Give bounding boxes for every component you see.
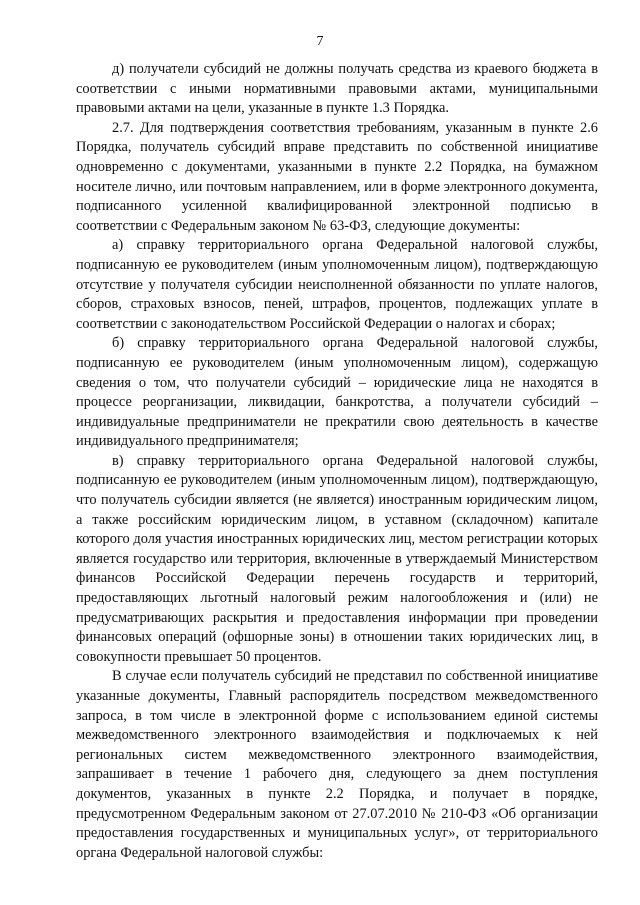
page-number: 7 (316, 34, 324, 49)
paragraph-v-clause: в) справку территориального органа Федеральной налоговой службы, подписанную ее руководителем (иным уполномоченным лицом), подтверждающую, что получатель субсидии является (не является) иностранным юридическим лицом, а также российским юридическим лицом, в уставном (складочном) капитале которого доля участия иностранных юридических лиц, местом регистрации которых является государство или территория, включенные в утверждаемый Министерством финансов Российской Федерации перечень государств и территорий, предоставляющих льготный налоговый режим налогообложения и (или) не предусматривающих раскрытия и предоставления информации при проведении финансовых операций (офшорные зоны) в отношении таких юридических лиц, в совокупности превышает 50 процентов. (76, 452, 598, 665)
paragraph-b-clause: б) справку территориального органа Федеральной налоговой службы, подписанную ее руководителем (иным уполномоченным лицом), содержащую сведения о том, что получатели субсидий – юридические лица не находятся в процессе реорганизации, ликвидации, банкротства, а получатели субсидий – индивидуальные предприниматели не прекратили свою деятельность в качестве индивидуального предпринимателя; (76, 335, 598, 450)
paragraph-interagency-request: В случае если получатель субсидий не представил по собственной инициативе указанные документы, Главный распорядитель посредством межведомственного запроса, в том числе в электронной форме с использованием единой системы межведомственного электронного взаимодействия и подключаемых к ней региональных систем межведомственного электронного взаимодействия, запрашивает в течение 1 рабочего дня, следующего за днем поступления документов, указанных в пункте 2.2 Порядка, и получает в порядке, предусмотренном Федеральным законом от 27.07.2010 № 210-ФЗ «Об организации предоставления государственных и муниципальных услуг», от территориального органа Федеральной налоговой службы: (76, 668, 598, 861)
paragraph-2-7: 2.7. Для подтверждения соответствия требованиям, указанным в пункте 2.6 Порядка, получатель субсидий вправе представить по собственной инициативе одновременно с документами, указанными в пункте 2.2 Порядка, на бумажном носителе лично, или почтовым направлением, или в форме электронного документа, подписанного усиленной квалифицированной электронной подписью в соответствии с Федеральным законом № 63-ФЗ, следующие документы: (76, 119, 598, 234)
document-body (76, 60, 598, 863)
paragraph-a-clause: а) справку территориального органа Федеральной налоговой службы, подписанную ее руководителем (иным уполномоченным лицом), подтверждающую отсутствие у получателя субсидии неисполненной обязанности по уплате налогов, сборов, страховых взносов, пеней, штрафов, процентов, подлежащих уплате в соответствии с законодательством Российской Федерации о налогах и сборах; (76, 237, 598, 332)
paragraph-d-clause: д) получатели субсидий не должны получать средства из краевого бюджета в соответствии с иными нормативными правовыми актами, муниципальными правовыми актами на цели, указанные в пункте 1.3 Порядка. (76, 61, 598, 117)
